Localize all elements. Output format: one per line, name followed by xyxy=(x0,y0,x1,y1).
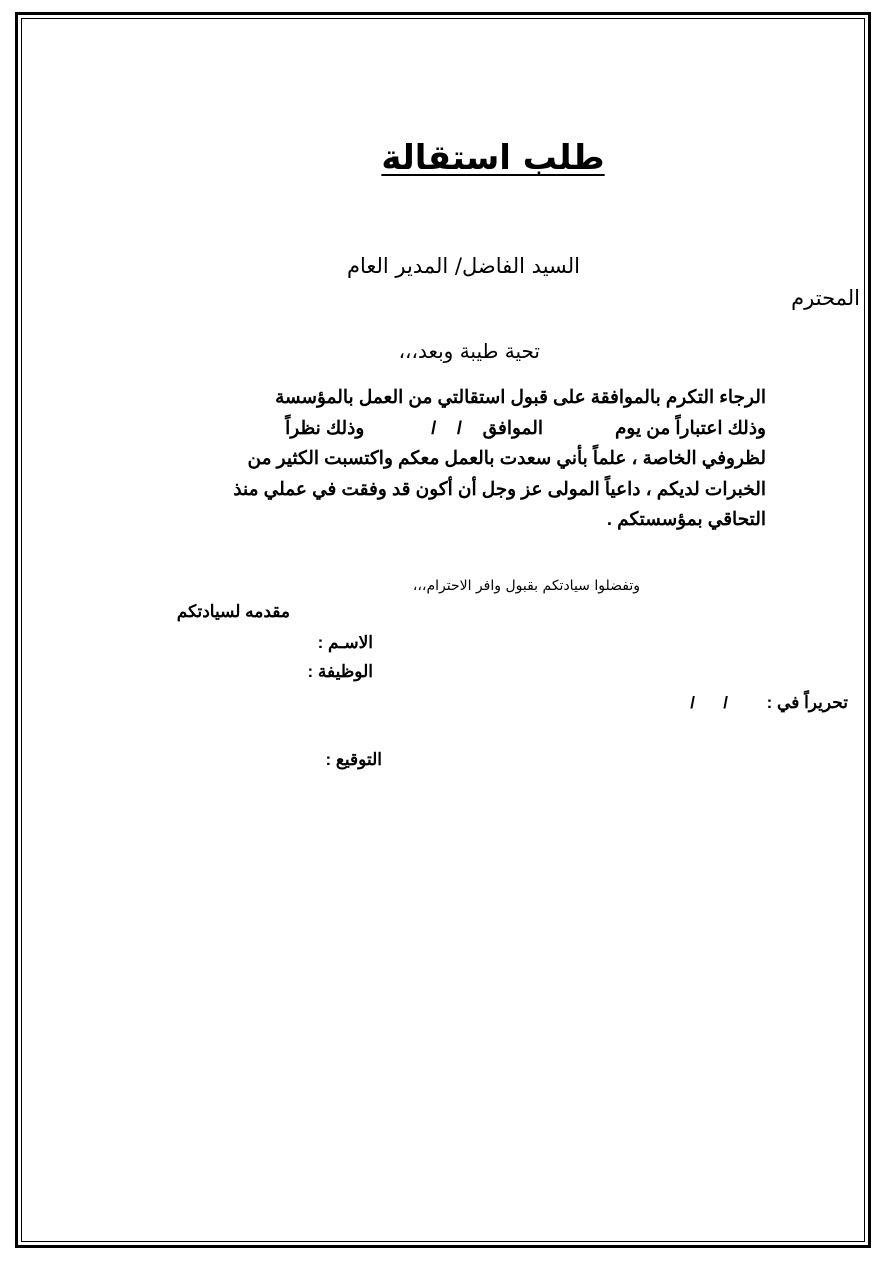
body-line-2: وذلك اعتباراً من يوم الموافق / / وذلك نظراً xyxy=(285,416,766,438)
signature-label: التوقيع : xyxy=(325,750,382,769)
recipient-title: السيد الفاضل/ المدير العام xyxy=(346,254,580,278)
closing-line: وتفضلوا سيادتكم بقبول وافر الاحترام،،، xyxy=(412,578,640,594)
recipient-honorific: المحترم xyxy=(791,286,860,310)
job-label: الوظيفة : xyxy=(307,662,373,681)
name-label: الاسـم : xyxy=(317,633,373,652)
date-blank: / / xyxy=(690,693,728,712)
body-line-4: الخبرات لديكم ، داعياً المولى عز وجل أن أكون قد وفقت في عملي منذ xyxy=(233,477,766,499)
body-line-5: التحاقي بمؤسستكم . xyxy=(606,508,766,529)
body-line-3: لظروفي الخاصة ، علماً بأني سعدت بالعمل معكم واكتسبت الكثير من xyxy=(247,447,766,468)
date-label: تحريراً في : xyxy=(766,693,848,712)
greeting: تحية طيبة وبعد،،، xyxy=(398,339,540,363)
body-line-1: الرجاء التكرم بالموافقة على قبول استقالتي من العمل بالمؤسسة xyxy=(275,386,766,407)
page-border-inner xyxy=(21,18,865,1242)
submitted-by-label: مقدمه لسيادتكم xyxy=(176,602,290,621)
resignation-body xyxy=(140,382,766,535)
document-title: طلب استقالة xyxy=(381,138,605,178)
